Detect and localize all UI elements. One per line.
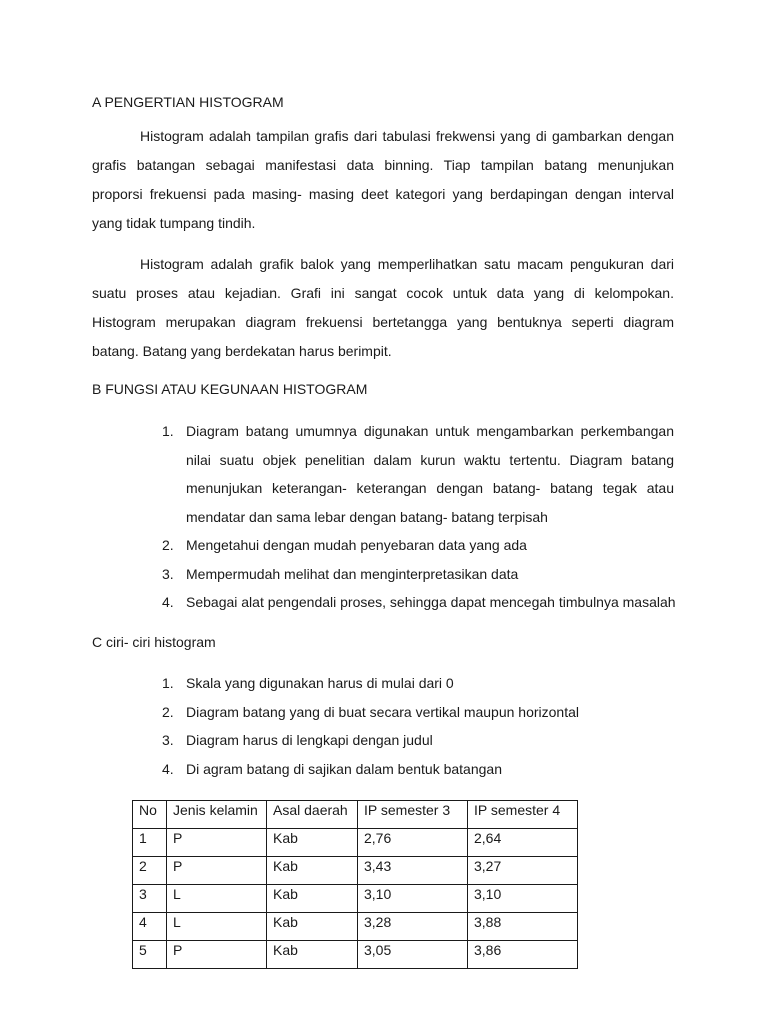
list-number: 3.: [162, 732, 174, 748]
table-cell: 3,28: [358, 913, 468, 941]
paragraph-line: Histogram merupakan diagram frekuensi bertetangga yang bentuknya seperti diagram: [92, 314, 674, 330]
list-number: 1.: [162, 675, 174, 691]
section-b-heading: B FUNGSI ATAU KEGUNAAN HISTOGRAM: [92, 381, 368, 397]
list-item: [162, 588, 674, 617]
header-asal-daerah: Asal daerah: [267, 801, 358, 829]
list-number: 1.: [162, 423, 174, 439]
table-cell: 1: [133, 829, 167, 857]
table-cell: Kab: [267, 857, 358, 885]
table-row: [133, 941, 578, 969]
table-cell: 4: [133, 913, 167, 941]
table-cell: Kab: [267, 913, 358, 941]
table-cell: 2,64: [468, 829, 578, 857]
table-cell: P: [167, 857, 267, 885]
ip-semester-table: [132, 800, 578, 969]
list-item: [162, 698, 674, 727]
list-line: Sebagai alat pengendali proses, sehingga dapat mencegah timbulnya masalah: [186, 594, 676, 610]
list-line: Mempermudah melihat dan menginterpretasikan data: [186, 565, 519, 582]
list-item-text: Diagram harus di lengkapi dengan judul: [186, 732, 433, 748]
table-cell: 3,05: [358, 941, 468, 969]
table-row: [133, 913, 578, 941]
list-number: 4.: [162, 594, 174, 610]
table-cell: 2,76: [358, 829, 468, 857]
paragraph-line: Histogram adalah grafik balok yang memperlihatkan satu macam pengukuran dari: [140, 256, 674, 272]
table-row: [133, 829, 578, 857]
paragraph-2: [92, 250, 674, 366]
table-cell: 3,10: [358, 885, 468, 913]
list-item: [162, 417, 674, 531]
paragraph-line: yang tidak tumpang tindih.: [92, 215, 256, 231]
list-item-text: [186, 417, 674, 531]
list-line: menunjukan keterangan- keterangan dengan batang- batang tegak atau: [186, 480, 674, 496]
paragraph-line: suatu proses atau kejadian. Grafi ini sangat cocok untuk data yang di kelompokan.: [92, 285, 674, 301]
table-cell: P: [167, 829, 267, 857]
list-line: nilai suatu objek penelitian dalam kurun waktu tertentu. Diagram batang: [186, 451, 674, 468]
table-cell: 3,27: [468, 857, 578, 885]
table-cell: Kab: [267, 829, 358, 857]
header-ip-semester-4: IP semester 4: [468, 801, 578, 829]
table-cell: L: [167, 913, 267, 941]
table-cell: 3,10: [468, 885, 578, 913]
list-item: [162, 560, 674, 589]
list-item: [162, 755, 674, 784]
table-cell: Kab: [267, 941, 358, 969]
header-ip-semester-3: IP semester 3: [358, 801, 468, 829]
list-item: [162, 531, 674, 560]
list-number: 3.: [162, 565, 174, 582]
list-item-text: Di agram batang di sajikan dalam bentuk batangan: [186, 760, 502, 777]
table-header-row: [133, 801, 578, 829]
list-line: Mengetahui dengan mudah penyebaran data yang ada: [186, 537, 527, 553]
header-no: No: [133, 801, 167, 829]
list-number: 2.: [162, 537, 174, 553]
paragraph-line: proporsi frekuensi pada masing- masing deet kategori yang berdapingan dengan interval: [92, 186, 674, 202]
paragraph-1: [92, 122, 674, 238]
list-line: Diagram batang umumnya digunakan untuk mengambarkan perkembangan: [186, 423, 674, 439]
table-cell: 3,43: [358, 857, 468, 885]
list-item: [162, 726, 674, 755]
table-cell: L: [167, 885, 267, 913]
table-row: [133, 857, 578, 885]
section-c-heading: C ciri- ciri histogram: [92, 634, 216, 650]
list-number: 2.: [162, 703, 174, 720]
list-item: [162, 669, 674, 698]
table-cell: 3: [133, 885, 167, 913]
table-cell: 3,86: [468, 941, 578, 969]
paragraph-line: batang. Batang yang berdekatan harus berimpit.: [92, 343, 392, 359]
table-cell: P: [167, 941, 267, 969]
table-cell: 3,88: [468, 913, 578, 941]
ciri-list: [162, 669, 674, 783]
paragraph-line: grafis batangan sebagai manifestasi data binning. Tiap tampilan batang menunjukan: [92, 157, 674, 173]
header-jenis-kelamin: Jenis kelamin: [167, 801, 267, 829]
table-cell: 5: [133, 941, 167, 969]
table-cell: Kab: [267, 885, 358, 913]
list-number: 4.: [162, 760, 174, 777]
paragraph-line: Histogram adalah tampilan grafis dari tabulasi frekwensi yang di gambarkan dengan: [140, 128, 674, 144]
table-cell: 2: [133, 857, 167, 885]
list-item-text: Skala yang digunakan harus di mulai dari 0: [186, 675, 454, 691]
list-line: mendatar dan sama lebar dengan batang- batang terpisah: [186, 508, 548, 525]
table-row: [133, 885, 578, 913]
section-a-heading: A PENGERTIAN HISTOGRAM: [92, 94, 284, 110]
fungsi-list: [162, 417, 674, 617]
list-item-text: Diagram batang yang di buat secara vertikal maupun horizontal: [186, 703, 580, 720]
